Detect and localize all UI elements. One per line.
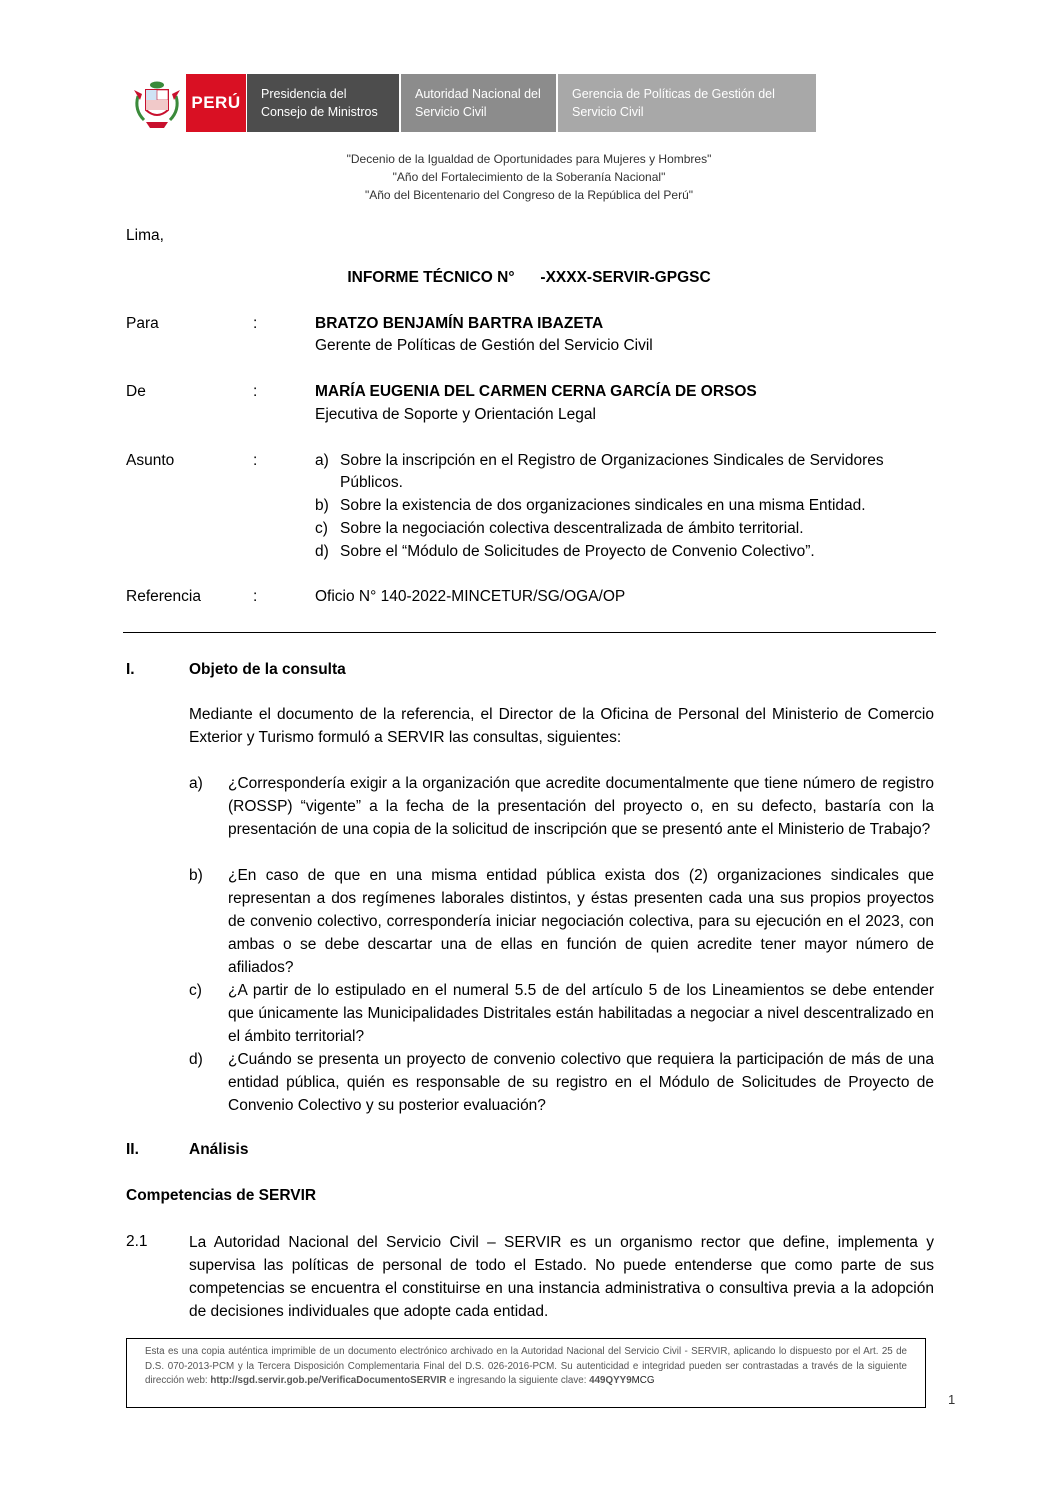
asunto-item-c: Sobre la negociación colectiva descentralizada de ámbito territorial. (340, 520, 804, 537)
question-d: ¿Cuándo se presenta un proyecto de convenio colectivo que requiera la participación de más de una entidad pública, quién es responsable de su registro en el Módulo de Solicitudes de Proyecto de Convenio Colectivo y su posterior evaluación? (228, 1051, 934, 1114)
question-marker-d: d) (189, 1051, 203, 1068)
section-2-title: Análisis (189, 1141, 249, 1158)
paragraph-2-1: La Autoridad Nacional del Servicio Civil – SERVIR es un organismo rector que define, implementa y supervisa las políticas de personal de todo el Estado. No puede entenderse que como parte de sus competencias se encuentra el constituirse en una instancia administrativa o consultiva previa a la adopción de decisiones individuales que adopte cada entidad. (189, 1234, 934, 1320)
header-box-gpgsc: Gerencia de Políticas de Gestión del Servicio Civil (558, 74, 816, 132)
report-title: INFORME TÉCNICO N° -XXXX-SERVIR-GPGSC (347, 269, 711, 286)
asunto-marker-b: b) (315, 497, 329, 514)
asunto-label: Asunto (126, 452, 175, 469)
divider (123, 632, 936, 633)
verification-url[interactable]: http://sgd.servir.gob.pe/VerificaDocumentoSERVIR (210, 1375, 447, 1386)
de-position: Ejecutiva de Soporte y Orientación Legal (315, 406, 596, 423)
asunto-item-a: Sobre la inscripción en el Registro de Organizaciones Sindicales de Servidores (340, 452, 884, 469)
place-date: Lima, (126, 227, 164, 244)
question-a: ¿Correspondería exigir a la organización que acredite documentalmente que tiene número de registro (ROSSP) “vigente” a la fecha de la presentación del proyecto o, en su defecto, bastaría con la presentación de una copia de la solicitud de inscripción que se presentó ante el Ministerio de Trabajo? (228, 775, 934, 838)
peru-label: PERÚ (191, 93, 241, 112)
footer-text-before: Esta es una copia auténtica imprimible de un documento electrónico archivado en la Autoridad Nacional del Servicio Civil - SERVIR, aplicando lo dispuesto por el Art. 25 de D.S. 070-2013-PCM y la Tercera Disposición Complementaria Final del D.S. 026-2016-PCM. Su autenticidad e integridad pueden ser contrastadas a través de la siguiente dirección web: (145, 1346, 907, 1386)
peru-logo (186, 74, 246, 132)
authenticity-notice (126, 1338, 926, 1408)
header-box-pcm: Presidencia del Consejo de Ministros (247, 74, 399, 132)
paragraph-2-1-number: 2.1 (126, 1233, 148, 1250)
question-marker-a: a) (189, 775, 203, 792)
motto-1: "Decenio de la Igualdad de Oportunidades para Mujeres y Hombres" (346, 152, 712, 166)
header-box-servir: Autoridad Nacional del Servicio Civil (401, 74, 556, 132)
asunto-marker-c: c) (315, 520, 328, 537)
page-number: 1 (948, 1392, 956, 1407)
asunto-item-d: Sobre el “Módulo de Solicitudes de Proyecto de Convenio Colectivo”. (340, 543, 815, 560)
section-2-number: II. (126, 1141, 139, 1158)
asunto-item-b: Sobre la existencia de dos organizaciones sindicales en una misma Entidad. (340, 497, 866, 514)
section-1-title: Objeto de la consulta (189, 661, 346, 678)
section-1-number: I. (126, 661, 135, 678)
de-label: De (126, 383, 146, 400)
section-2-subtitle: Competencias de SERVIR (126, 1187, 317, 1204)
question-marker-b: b) (189, 867, 203, 884)
de-name: MARÍA EUGENIA DEL CARMEN CERNA GARCÍA DE ORSOS (315, 383, 757, 400)
question-b: ¿En caso de que en una misma entidad pública exista dos (2) organizaciones sindicales que representan a dos regímenes laborales distintos, y éstas presenten cada una sus propios proyectos de convenio colectivo, correspondería iniciar negociación colectiva, para su ejecución en el 2023, con ambas o se debe descartar una de ellas en función de quien acredite tener mayor número de afiliados? (228, 867, 934, 976)
asunto-colon: : (253, 452, 258, 469)
footer-suffix: MCG (631, 1375, 655, 1386)
para-label: Para (126, 315, 159, 332)
asunto-marker-d: d) (315, 543, 329, 560)
question-c: ¿A partir de lo estipulado en el numeral 5.5 de del artículo 5 de los Lineamientos se debe entender que únicamente las Municipalidades Distritales están habilitadas a negociar a nivel descentralizado en el ámbito territorial? (228, 982, 934, 1045)
asunto-marker-a: a) (315, 452, 329, 469)
referencia-colon: : (253, 588, 258, 605)
para-name: BRATZO BENJAMÍN BARTRA IBAZETA (315, 315, 604, 332)
coat-of-arms-icon (132, 76, 182, 132)
para-position: Gerente de Políticas de Gestión del Servicio Civil (315, 337, 653, 354)
footer-text-mid: e ingresando la siguiente clave: (446, 1375, 590, 1386)
referencia-value: Oficio N° 140-2022-MINCETUR/SG/OGA/OP (315, 588, 626, 605)
verification-key: 449QYY9 (589, 1375, 632, 1386)
motto-3: "Año del Bicentenario del Congreso de la República del Perú" (364, 188, 694, 202)
question-marker-c: c) (189, 982, 202, 999)
section-1-intro: Mediante el documento de la referencia, el Director de la Oficina de Personal del Ministerio de Comercio Exterior y Turismo formuló a SERVIR las consultas, siguientes: (189, 706, 934, 746)
asunto-item-a-cont: Públicos. (340, 474, 403, 491)
motto-2: "Año del Fortalecimiento de la Soberanía Nacional" (392, 170, 666, 184)
de-colon: : (253, 383, 258, 400)
referencia-label: Referencia (126, 588, 201, 605)
para-colon: : (253, 315, 258, 332)
